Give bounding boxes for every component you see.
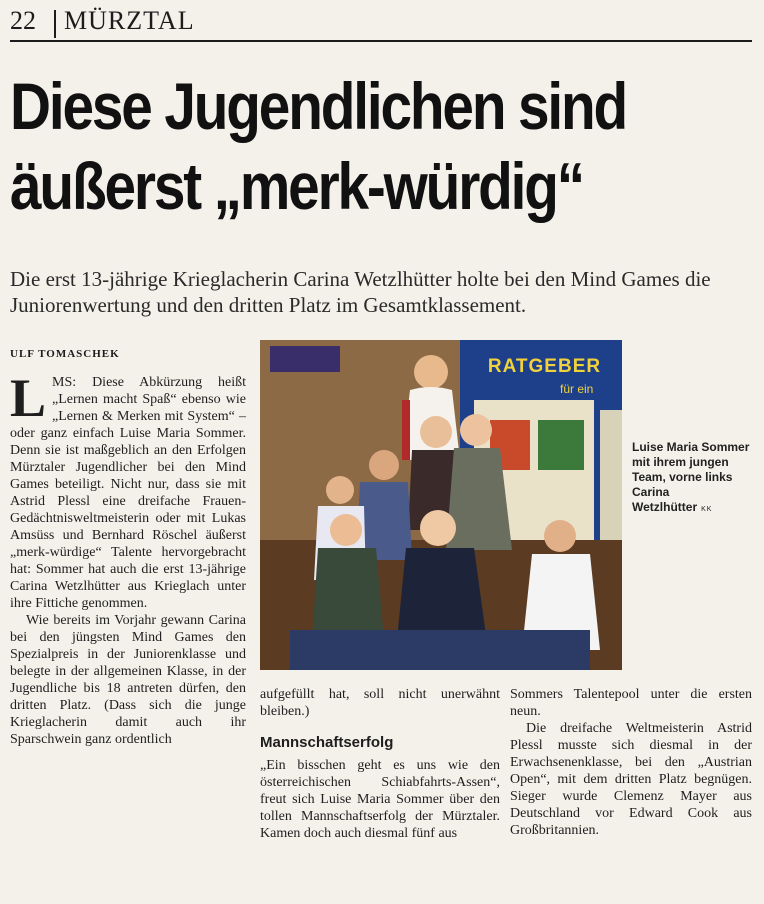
header-divider (54, 10, 56, 38)
col2-paragraph-2: „Ein bisschen geht es uns wie den österreichischen Schiabfahrts-Assen“, freut sich Luise Maria Sommer über den tollen Mannschaftserfolg der Mürztaler. Kamen doch auch diesmal fünf aus (260, 758, 500, 841)
deck-subtitle: Die erst 13-jährige Krieglacherin Carina Wetzlhütter holte bei den Mind Games die Juniorenwertung und den dritten Platz im Gesamtklassement. (10, 267, 711, 317)
article-paragraph-1 (10, 368, 246, 612)
article-column-3 (510, 686, 752, 839)
byline: ULF TOMASCHEK (10, 348, 120, 360)
caption-text: Luise Maria Sommer mit ihrem jungen Team, vorne links Carina Wetzlhütter (632, 440, 750, 514)
col3-paragraph-2: Die dreifache Weltmeisterin Astrid Plessl musste sich diesmal in der Erwachsenenklasse, bei den „Austrian Open“, mit dem dritten Platz begnügen. Sieger wurde Clemenz Mayer aus Deutschland vor Edward Cook aus Großbritannien. (510, 721, 752, 838)
page-number: 22 (10, 6, 36, 35)
photo-caption (632, 440, 752, 517)
header-rule (10, 40, 752, 42)
col2-paragraph-1: aufgefüllt hat, soll nicht unerwähnt bleiben.) (260, 687, 500, 719)
team-photo (260, 340, 622, 670)
subheading: Mannschaftserfolg (260, 734, 394, 751)
headline-line-1: Diese Jugendlichen sind (10, 69, 627, 143)
photo-credit: KK (701, 506, 713, 513)
col3-paragraph-1: Sommers Talentepool unter die ersten neun. (510, 687, 752, 719)
section-title: MÜRZTAL (64, 6, 195, 35)
paragraph-1-text: MS: Diese Abkürzung heißt „Lernen macht Spaß“ ebenso wie „Lernen & Merken mit System“ – oder ganz einfach Luise Maria Sommer. Denn sie ist maßgeblich an den Erfolgen Mürztaler Jugendlicher bei den Mind Games beteiligt. Nicht nur, dass sie mit Astrid Plessl eine dreifache Frauen-Gedächtnisweltmeisterin oder mit Lukas Amsüss und Bernhard Röschel äußerst „merk-würdige“ Talente hervorgebracht hat: Sommer hat auch die erst 13-jährige Carina Wetzlhütter aus Krieglach unter ihre Fittiche genommen. (10, 375, 246, 611)
poster-subtitle: für ein (560, 382, 594, 396)
page-header (10, 6, 752, 40)
article-paragraph-2: Wie bereits im Vorjahr gewann Carina bei den jüngsten Mind Games den Spezialpreis in der Juniorenklasse und belegte in der allgemeinen Klasse, in der Jugendliche bis 18 antreten dürfen, den dritten Platz. (Dass sich die junge Krieglacherin damit auch ihr Sparschwein ganz ordentlich (10, 613, 246, 747)
headline-line-2: äußerst „merk-würdig“ (10, 149, 584, 223)
dropcap: L (10, 368, 47, 428)
poster-title: RATGEBER (487, 356, 602, 377)
headline (10, 66, 648, 226)
article-column-2 (260, 686, 500, 842)
article-column-1 (10, 368, 246, 748)
